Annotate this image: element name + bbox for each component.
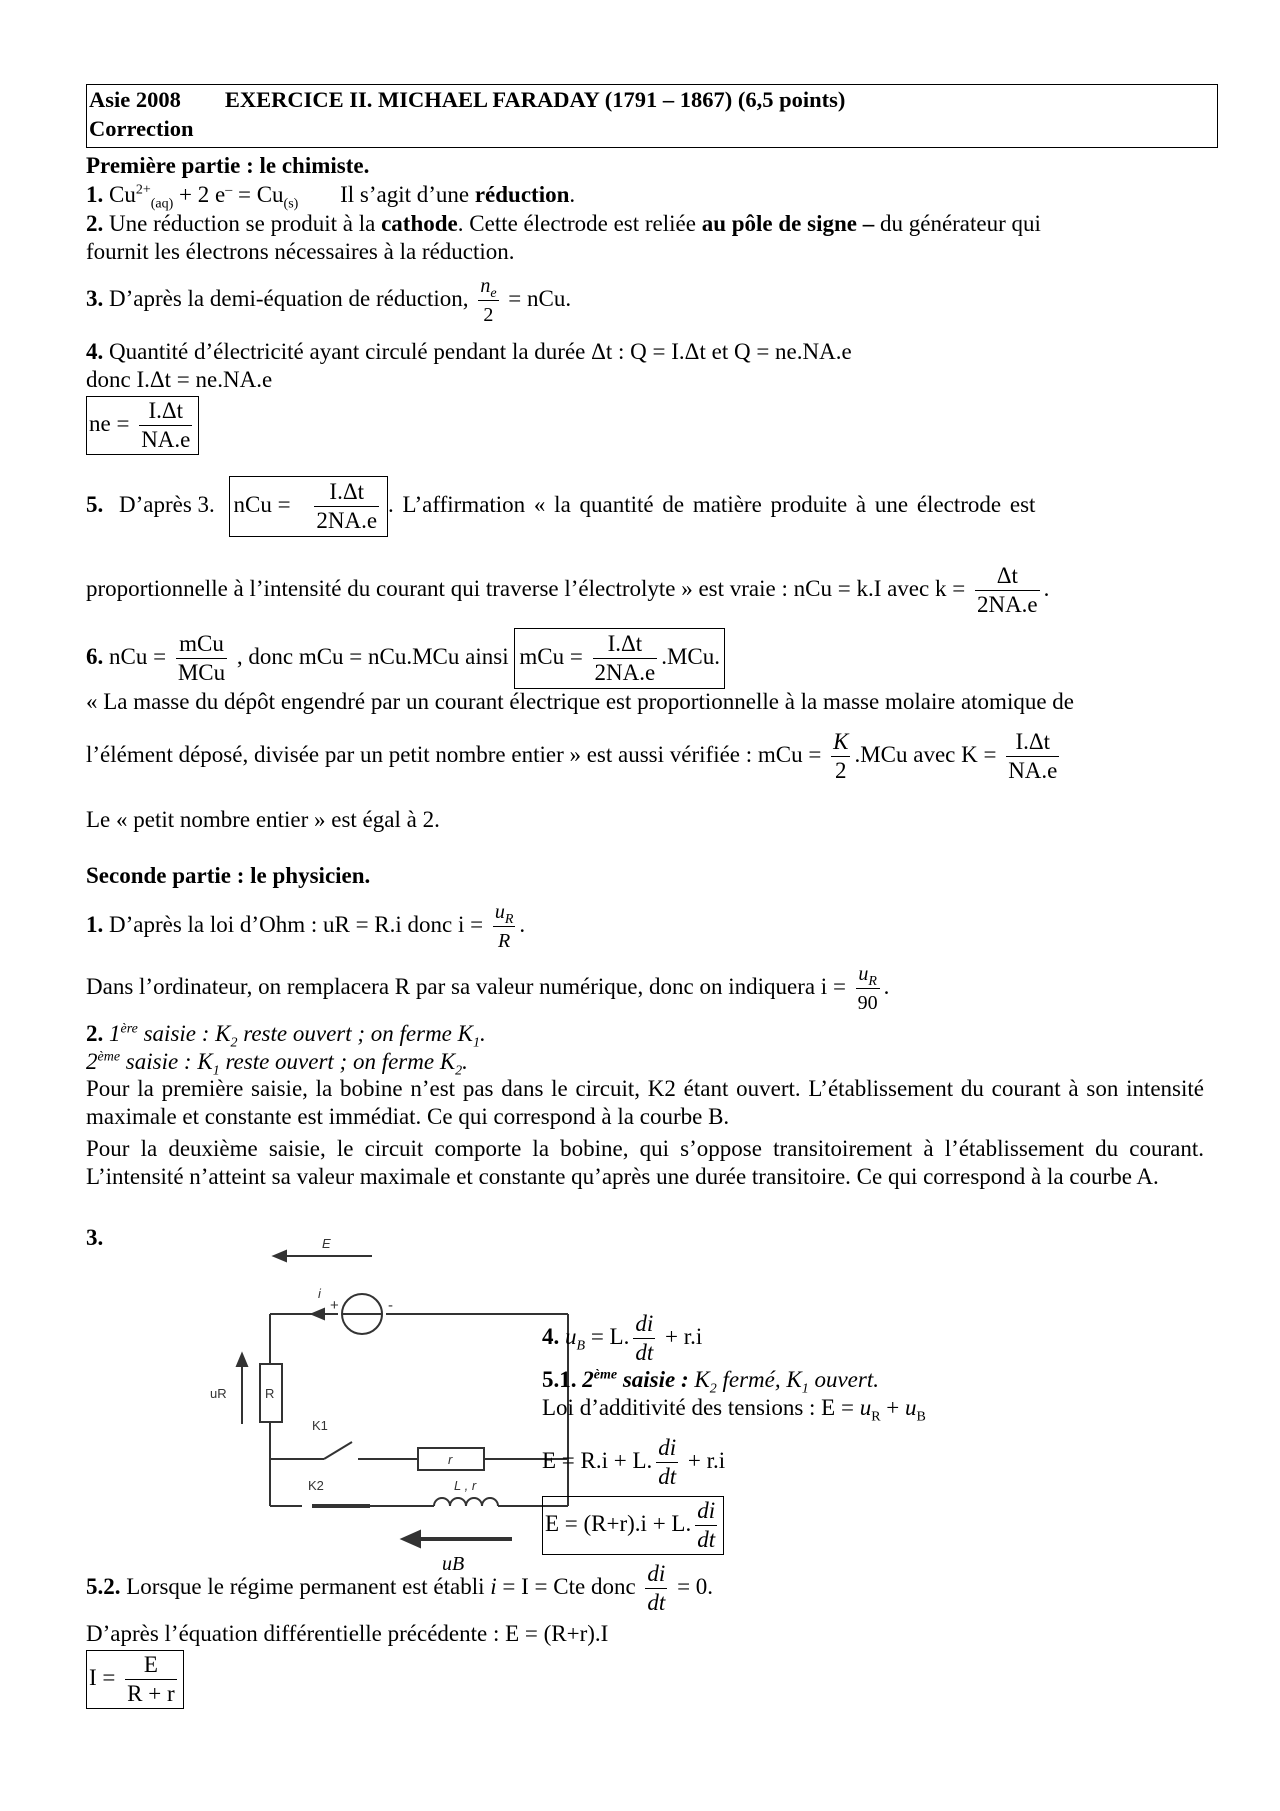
part1-q2-cont: fournit les électrons nécessaires à la réduction.	[86, 239, 515, 264]
q3-result: = nCu.	[508, 285, 572, 311]
header-subtitle: Correction	[89, 116, 194, 141]
nCu-lhs: nCu =	[233, 491, 291, 517]
fraction-ne-2: $\frac{n_e}{2}$	[478, 272, 498, 329]
p2-q2-number: 2.	[86, 1021, 104, 1046]
q2-text-a: Une réduction se produit à la	[109, 211, 376, 236]
part2-q51: 5.1. 2ème saisie : $K_2$ fermé, $K_1$ ouvert.	[542, 1367, 879, 1397]
label-i: i	[318, 1286, 321, 1301]
coil-L	[434, 1498, 498, 1506]
boxed-diff-eq	[542, 1496, 724, 1555]
fraction-uR-R: $\frac{u_R}{R}$	[493, 898, 516, 955]
q1-text: Il s’agit d’une	[340, 182, 470, 207]
label-minus: -	[388, 1297, 393, 1314]
label-K2: K2	[308, 1478, 324, 1493]
q2-bold-a: cathode	[381, 211, 458, 236]
fraction-mCu-MCu: $\frac{\text{mCu}}{\text{MCu}}$	[177, 631, 226, 685]
p2-q1-number: 1.	[86, 911, 104, 937]
q6-number: 6.	[86, 643, 104, 669]
q6-text3: l’élément déposé, divisée par un petit nombre entier » est aussi vérifiée : mCu =	[86, 741, 822, 767]
p2-q52-number: 5.2.	[86, 1573, 121, 1599]
label-uR: uR	[210, 1386, 227, 1401]
part2-q51-eq1	[542, 1434, 725, 1491]
part1-q3	[86, 272, 571, 329]
fraction-di-dt-3: $\frac{di}{dt}$	[697, 1498, 716, 1552]
fraction-di-dt: $\frac{di}{dt}$	[635, 1311, 654, 1365]
label-plus: +	[330, 1297, 339, 1314]
label-K1: K1	[312, 1418, 328, 1433]
fraction-di-dt-2: $\frac{di}{dt}$	[658, 1435, 677, 1489]
part2-q52-box	[86, 1650, 184, 1709]
part2-q1-line2: Dans l’ordinateur, on remplacera R par sa valeur numérique, donc on indiquera i = $\frac{u_R}{90}$ .	[86, 960, 889, 1017]
q6-text: , donc mCu = nCu.MCu ainsi	[236, 643, 509, 669]
part1-q4-line2: donc I.Δt = ne.NA.e	[86, 367, 273, 392]
part1-q1: 1. $Cu^{2+}_{(aq)} + 2$ $e^- = Cu_{(s)}$ Il s’agit d’une réduction.	[86, 182, 576, 212]
p2-q4-number: 4.	[542, 1323, 560, 1349]
part1-q6	[86, 628, 725, 689]
fraction-I-dt-NA-e: $\frac{I.\Delta t}{NA.e}$	[141, 398, 191, 452]
part2-q52: 5.2. Lorsque le régime permanent est établi i = I = Cte donc $\frac{di}{dt}$ = 0.	[86, 1561, 714, 1615]
part1-title: Première partie : le chimiste.	[86, 153, 370, 178]
q3-number: 3.	[86, 285, 104, 311]
q5-text-a: D’après 3.	[119, 491, 215, 517]
q5-number: 5.	[86, 491, 104, 517]
part2-q2-s1: 2. 1ère saisie : $K_2$ reste ouvert ; on ferme $K_1$.	[86, 1021, 486, 1051]
boxed-nCu	[229, 476, 389, 537]
diff-eq-lhs: E = (R+r).i + L.	[545, 1510, 692, 1536]
label-r: r	[448, 1452, 453, 1467]
switch-K1	[324, 1442, 352, 1459]
label-R: R	[265, 1386, 275, 1401]
header-source: Asie 2008	[89, 87, 181, 112]
q2-bold-b: au pôle de signe –	[701, 211, 875, 236]
part2-q51-box	[542, 1496, 724, 1555]
p2-eq1-rhs: + r.i	[687, 1447, 726, 1473]
part1-q5	[86, 476, 1204, 537]
current-arrow	[312, 1309, 324, 1319]
p2-q51-number: 5.1.	[542, 1367, 577, 1392]
q5-text-c: proportionnelle à l’intensité du courant qui traverse l’électrolyte » est vraie : nCu = k.I avec k =	[86, 575, 966, 601]
mCu-lhs: mCu =	[519, 643, 583, 669]
part2-q2-s2: 2ème saisie : $K_1$ reste ouvert ; on ferme $K_2$.	[86, 1049, 468, 1079]
p2-q4-rhs: + r.i	[664, 1323, 703, 1349]
fraction-di-dt-4: $\frac{di}{dt}$	[647, 1561, 666, 1615]
q4-number: 4.	[86, 339, 104, 364]
part2-q52-text2: D’après l’équation différentielle précédente : E = (R+r).I	[86, 1621, 609, 1646]
part2-q51-text: Loi d’additivité des tensions : $E = u_R + u_B$	[542, 1395, 926, 1425]
q1-bold: réduction	[474, 182, 570, 207]
header-title: EXERCICE II. MICHAEL FARADAY (1791 – 1867) (6,5 points)	[224, 87, 846, 112]
q6-lhs: nCu =	[109, 643, 167, 669]
part1-q4	[86, 338, 852, 366]
exercise-header	[86, 84, 1218, 148]
p2-q1-text: D’après la loi d’Ohm : uR = R.i donc i =	[109, 911, 484, 937]
fraction-K-2: $\frac{K}{2}$	[833, 729, 849, 783]
label-E: E	[322, 1236, 331, 1251]
ne-lhs: ne =	[89, 410, 130, 436]
part2-q3-number: 3.	[86, 1225, 104, 1250]
p2-eq1-lhs: E = R.i + L.	[542, 1447, 653, 1473]
p2-q1-text2: Dans l’ordinateur, on remplacera R par sa valeur numérique, donc on indiquera i =	[86, 973, 846, 999]
q2-number: 2.	[86, 211, 104, 236]
part1-q2	[86, 210, 1041, 238]
header-line-1	[89, 87, 845, 113]
q2-text-c: du générateur qui	[879, 211, 1041, 236]
fraction-I-dt-2NA-e: $\frac{I.\Delta t}{2NA.e}$	[316, 479, 378, 533]
part1-q4-box	[86, 396, 199, 455]
q5-text-b: . L’affirmation « la quantité de matière produite à une électrode est	[388, 491, 1036, 517]
boxed-I	[86, 1650, 184, 1709]
uB-arrow-head	[402, 1531, 420, 1547]
document-page	[86, 84, 1218, 1706]
label-Lr: L , r	[454, 1478, 477, 1493]
fraction-uR-90: $\frac{u_R}{90}$	[856, 960, 880, 1017]
part1-q6-line5: Le « petit nombre entier » est égal à 2.	[86, 807, 440, 832]
p2-q52-rhs: = 0.	[677, 1573, 714, 1599]
part1-q6-line2: « La masse du dépôt engendré par un courant électrique est proportionnelle à la masse molaire atomique de	[86, 689, 1075, 714]
part1-q6-line3	[86, 728, 1063, 785]
part2-q4: 4. $u_B = L$. $\frac{di}{dt}$ + r.i	[542, 1311, 703, 1365]
fraction-K-def: $\frac{I.\Delta t}{NA.e}$	[1008, 729, 1058, 783]
q2-text-b: . Cette électrode est reliée	[457, 211, 696, 236]
fraction-E-Rr: $\frac{E}{R + r}$	[127, 1652, 175, 1706]
label-uB: uB	[442, 1553, 465, 1575]
boxed-ne	[86, 396, 199, 455]
E-arrow-head	[274, 1251, 286, 1261]
mCu-rhs: .MCu.	[661, 643, 721, 669]
q3-text: D’après la demi-équation de réduction,	[109, 285, 469, 311]
fraction-I-dt-2NA-e-2: $\frac{I.\Delta t}{2NA.e}$	[594, 631, 656, 685]
q6-text4: .MCu avec K =	[854, 741, 997, 767]
q4-text: Quantité d’électricité ayant circulé pendant la durée Δt : Q = I.Δt et Q = ne.NA.e	[109, 339, 852, 364]
q1-number: 1.	[86, 182, 104, 207]
boxed-mCu	[514, 628, 725, 689]
part1-q5-line2: proportionnelle à l’intensité du courant qui traverse l’électrolyte » est vraie : nCu = k.I avec k = $\frac{\Delta t}{2NA.e}$ .	[86, 563, 1050, 617]
part2-q1: 1. D’après la loi d’Ohm : uR = R.i donc i = $\frac{u_R}{R}$ .	[86, 898, 525, 955]
part2-q2-p2: Pour la deuxième saisie, le circuit comporte la bobine, qui s’oppose transitoirement à l’établissement du courant. L’intensité n’atteint sa valeur maximale et constante qu’après une durée transitoire. Ce qui correspond à la courbe A.	[86, 1136, 1204, 1189]
fraction-dt-2NA-e: $\frac{\Delta t}{2NA.e}$	[976, 563, 1038, 617]
part2-q2-p1: Pour la première saisie, la bobine n’est pas dans le circuit, K2 étant ouvert. L’établissement du courant à son intensité maximale et constante est immédiat. Ce qui correspond à la courbe B.	[86, 1076, 1204, 1129]
part2-title: Seconde partie : le physicien.	[86, 863, 371, 888]
I-lhs: I =	[89, 1664, 116, 1690]
circuit-diagram	[152, 1234, 592, 1575]
